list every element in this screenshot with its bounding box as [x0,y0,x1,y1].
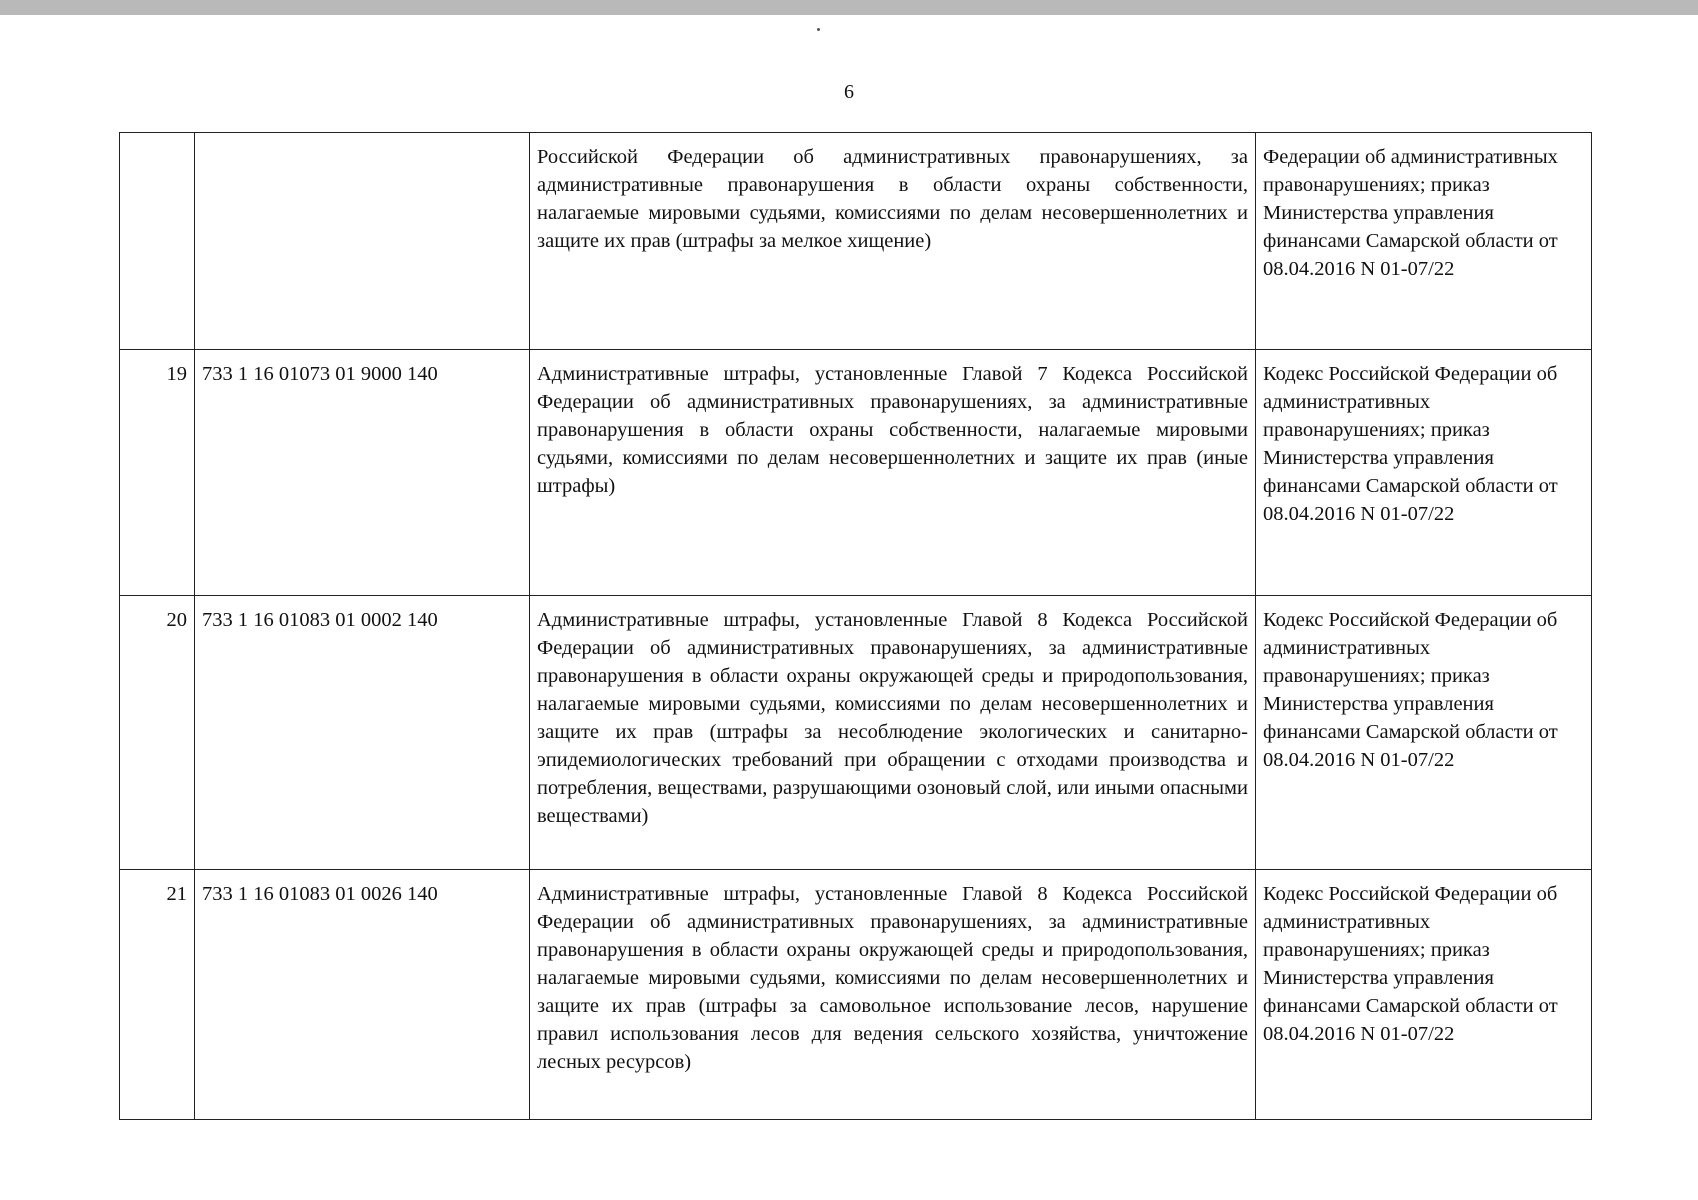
row-number-cell: 20 [120,596,195,870]
description-cell: Административные штрафы, установленные Главой 8 Кодекса Российской Федерации об административных правонарушениях, за административные правонарушения в области охраны окружающей среды и природопользования, налагаемые мировыми судьями, комиссиями по делам несовершеннолетних и защите их прав (штрафы за несоблюдение экологических и санитарно-эпидемиологических требований при обращении с отходами производства и потребления, веществами, разрушающими озоновый слой, или иными опасными веществами) [530,596,1256,870]
row-number-cell: 19 [120,350,195,596]
table-row [120,870,1592,1120]
legal-basis-cell: Федерации об административных правонарушениях; приказ Министерства управления финансами Самарской области от 08.04.2016 N 01-07/22 [1256,133,1592,350]
legal-basis-cell: Кодекс Российской Федерации об административных правонарушениях; приказ Министерства управления финансами Самарской области от 08.04.2016 N 01-07/22 [1256,870,1592,1120]
table-row [120,596,1592,870]
row-number-cell [120,133,195,350]
scan-top-bar [0,0,1698,15]
budget-code-cell: 733 1 16 01073 01 9000 140 [195,350,530,596]
budget-code-cell: 733 1 16 01083 01 0026 140 [195,870,530,1120]
table-row [120,133,1592,350]
page-number: 6 [844,81,854,103]
scan-speck [817,28,820,31]
description-cell: Российской Федерации об административных правонарушениях, за административные правонарушения в области охраны собственности, налагаемые мировыми судьями, комиссиями по делам несовершеннолетних и защите их прав (штрафы за мелкое хищение) [530,133,1256,350]
legal-basis-cell: Кодекс Российской Федерации об административных правонарушениях; приказ Министерства управления финансами Самарской области от 08.04.2016 N 01-07/22 [1256,596,1592,870]
budget-code-cell: 733 1 16 01083 01 0002 140 [195,596,530,870]
revenue-codes-table [119,132,1592,1120]
legal-basis-cell: Кодекс Российской Федерации об административных правонарушениях; приказ Министерства управления финансами Самарской области от 08.04.2016 N 01-07/22 [1256,350,1592,596]
budget-code-cell [195,133,530,350]
description-cell: Административные штрафы, установленные Главой 7 Кодекса Российской Федерации об административных правонарушениях, за административные правонарушения в области охраны собственности, налагаемые мировыми судьями, комиссиями по делам несовершеннолетних и защите их прав (иные штрафы) [530,350,1256,596]
row-number-cell: 21 [120,870,195,1120]
table-row [120,350,1592,596]
description-cell: Административные штрафы, установленные Главой 8 Кодекса Российской Федерации об административных правонарушениях, за административные правонарушения в области охраны окружающей среды и природопользования, налагаемые мировыми судьями, комиссиями по делам несовершеннолетних и защите их прав (штрафы за самовольное использование лесов, нарушение правил использования лесов для ведения сельского хозяйства, уничтожение лесных ресурсов) [530,870,1256,1120]
